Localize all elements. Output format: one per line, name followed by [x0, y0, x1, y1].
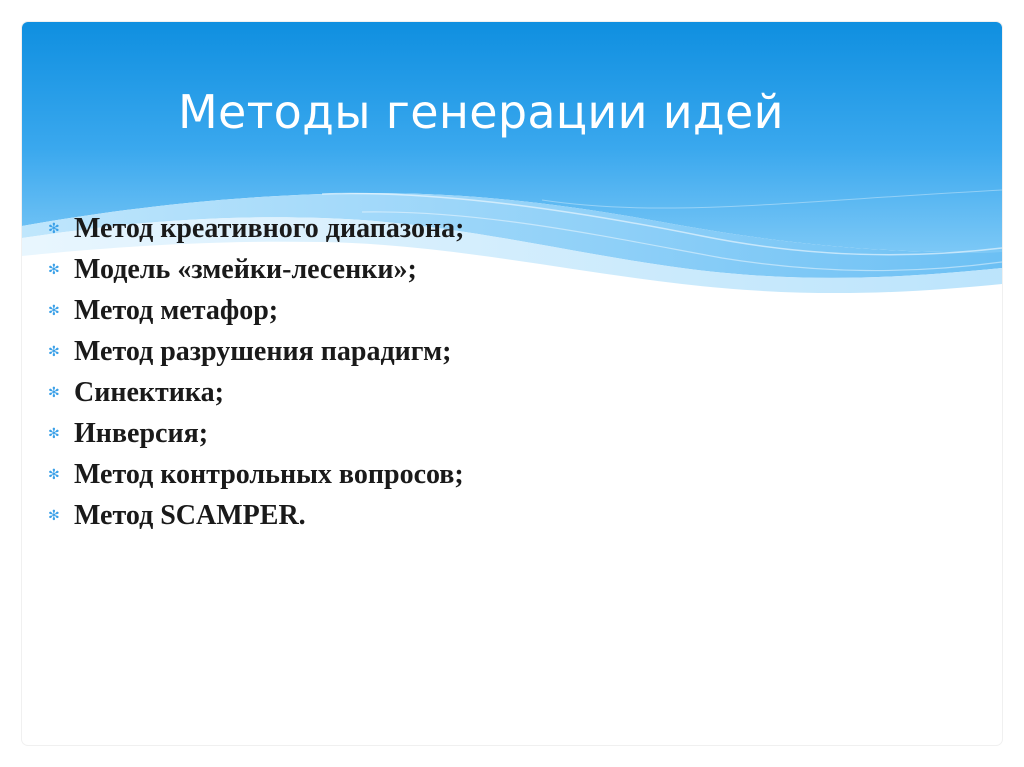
- list-item-text: Синектика;: [74, 376, 224, 408]
- asterisk-bullet-icon: ✻: [48, 507, 60, 524]
- list-item: [44, 208, 464, 249]
- slide: [22, 22, 1002, 745]
- asterisk-bullet-icon: ✻: [48, 343, 60, 360]
- list-item-text: Метод креативного диапазона;: [74, 212, 465, 244]
- asterisk-bullet-icon: ✻: [48, 261, 60, 278]
- list-item-text: Метод метафор;: [74, 294, 279, 326]
- list-item-text: Модель «змейки-лесенки»;: [74, 253, 417, 285]
- list-item: [44, 495, 464, 536]
- list-item: [44, 249, 464, 290]
- list-item: [44, 290, 464, 331]
- slide-title: Методы генерации идей: [178, 85, 784, 139]
- list-item: [44, 454, 464, 495]
- asterisk-bullet-icon: ✻: [48, 466, 60, 483]
- list-item: [44, 331, 464, 372]
- list-item-text: Инверсия;: [74, 417, 209, 449]
- asterisk-bullet-icon: ✻: [48, 425, 60, 442]
- bullet-list: [44, 208, 464, 536]
- asterisk-bullet-icon: ✻: [48, 302, 60, 319]
- list-item-text: Метод контрольных вопросов;: [74, 458, 464, 490]
- list-item: [44, 413, 464, 454]
- asterisk-bullet-icon: ✻: [48, 220, 60, 237]
- list-item: [44, 372, 464, 413]
- list-item-text: Метод SCAMPER.: [74, 499, 306, 531]
- asterisk-bullet-icon: ✻: [48, 384, 60, 401]
- list-item-text: Метод разрушения парадигм;: [74, 335, 452, 367]
